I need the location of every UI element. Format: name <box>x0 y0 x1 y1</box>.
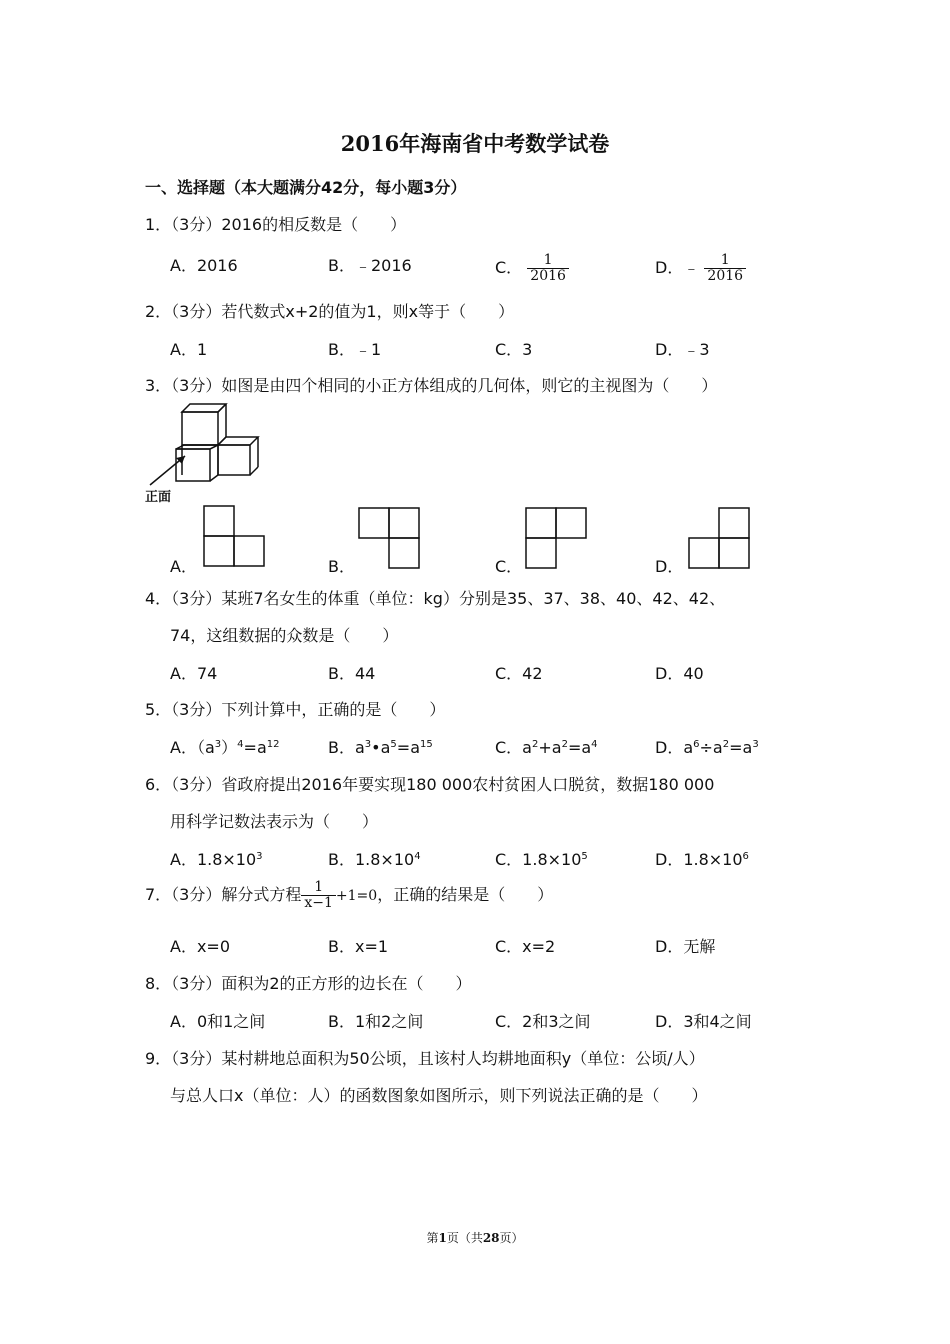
q5-a-exp-outer: 4 <box>237 739 244 750</box>
q7-option-b: B．x=1 <box>328 937 389 956</box>
q8-option-a: A．0和1之间 <box>170 1012 266 1031</box>
q3-option-d: D． <box>655 557 684 576</box>
q5-a-paren: ） <box>221 738 238 757</box>
q4-option-b: B．44 <box>328 664 376 683</box>
q6-d-base: D．1.8×10 <box>655 850 743 869</box>
question-4-line2: 74，这组数据的众数是（ ） <box>170 626 399 645</box>
q5-d-exp2: 2 <box>722 739 730 750</box>
q6-option-d <box>655 847 749 870</box>
q3-option-a-figure <box>203 505 265 567</box>
q7-option-a: A．x=0 <box>170 937 231 956</box>
fraction-numerator: 1 <box>543 252 553 268</box>
fraction-numerator: 1 <box>314 879 324 895</box>
footer-middle: 页（共 <box>446 1231 483 1245</box>
q6-d-exp: 6 <box>742 851 749 862</box>
fraction-denominator: x−1 <box>301 895 336 911</box>
q5-d-base: D．a <box>655 738 694 757</box>
q3-option-a: A． <box>170 557 197 576</box>
q5-c-mid: +a <box>538 738 562 757</box>
q1-option-d-fraction <box>704 253 746 284</box>
q5-b-exp1: 3 <box>364 739 372 750</box>
question-6-line2: 用科学记数法表示为（ ） <box>170 812 379 831</box>
q6-c-base: C．1.8×10 <box>495 850 582 869</box>
q1-option-c <box>495 253 569 284</box>
question-5: 5．（3分）下列计算中，正确的是（ ） <box>145 700 446 719</box>
footer-suffix: 页） <box>499 1231 524 1245</box>
question-6: 6．（3分）省政府提出2016年要实现180 000农村贫困人口脱贫，数据180 000 <box>145 775 715 794</box>
q6-option-b <box>328 847 421 870</box>
q5-d-result: =a <box>729 738 753 757</box>
q3-option-b: B． <box>328 557 355 576</box>
q3-option-c: C． <box>495 557 523 576</box>
q5-a-result-exp: 12 <box>266 739 280 750</box>
q3-option-c-figure <box>525 507 587 569</box>
q6-b-base: B．1.8×10 <box>328 850 415 869</box>
q2-option-c: C．3 <box>495 340 533 359</box>
question-7-suffix: ，正确的结果是（ ） <box>377 885 554 904</box>
footer-page-number: 1 <box>438 1231 447 1245</box>
q5-a-base: A．（a <box>170 738 215 757</box>
footer-total-pages: 28 <box>482 1231 500 1245</box>
q5-option-c <box>495 735 598 758</box>
q3-option-b-figure <box>358 507 420 569</box>
question-8: 8．（3分）面积为2的正方形的边长在（ ） <box>145 974 472 993</box>
q8-option-c: C．2和3之间 <box>495 1012 591 1031</box>
q1-option-c-fraction <box>527 253 569 284</box>
q5-c-exp2: 2 <box>561 739 568 750</box>
q5-b-result: =a <box>396 738 421 757</box>
q2-option-a: A．1 <box>170 340 208 359</box>
q5-d-exp1: 6 <box>693 739 700 750</box>
q5-a-exp-inner: 3 <box>214 739 222 750</box>
q5-b-base: B．a <box>328 738 365 757</box>
q3-option-d-figure <box>688 507 750 569</box>
q7-option-d: D．无解 <box>655 937 716 956</box>
q7-option-c: C．x=2 <box>495 937 556 956</box>
q5-b-exp2: 5 <box>390 739 397 750</box>
page-title: 2016年海南省中考数学试卷 <box>340 131 610 156</box>
q5-option-a <box>170 735 279 758</box>
q4-option-c: C．42 <box>495 664 543 683</box>
q6-a-base: A．1.8×10 <box>170 850 257 869</box>
q5-c-result-exp: 4 <box>591 739 598 750</box>
q1-option-d <box>655 253 746 284</box>
q8-option-b: B．1和2之间 <box>328 1012 424 1031</box>
q6-a-exp: 3 <box>256 851 263 862</box>
q8-option-d: D．3和4之间 <box>655 1012 752 1031</box>
q5-a-result: =a <box>243 738 267 757</box>
question-7 <box>145 880 553 911</box>
question-9-line2: 与总人口x（单位：人）的函数图象如图所示，则下列说法正确的是（ ） <box>170 1086 708 1105</box>
question-9: 9．（3分）某村耕地总面积为50公顷，且该村人均耕地面积y（单位：公顷/人） <box>145 1049 705 1068</box>
q5-b-mid: •a <box>371 738 391 757</box>
q1-option-d-label: D．﹣ <box>655 258 700 277</box>
q6-option-a <box>170 847 263 870</box>
q5-c-exp1: 2 <box>531 739 539 750</box>
q6-b-exp: 4 <box>414 851 421 862</box>
q4-option-d: D．40 <box>655 664 704 683</box>
q6-c-exp: 5 <box>581 851 588 862</box>
q5-option-b <box>328 735 433 758</box>
section-heading: 一、选择题（本大题满分42分，每小题3分） <box>145 178 467 197</box>
q5-c-result: =a <box>567 738 592 757</box>
q5-b-result-exp: 15 <box>420 739 433 750</box>
q5-option-d <box>655 735 759 758</box>
fraction-denominator: 2016 <box>527 268 569 284</box>
q5-c-base: C．a <box>495 738 532 757</box>
q7-equation-fraction <box>301 880 336 911</box>
q2-option-b: B．﹣1 <box>328 340 382 359</box>
question-3: 3．（3分）如图是由四个相同的小正方体组成的几何体，则它的主视图为（ ） <box>145 376 718 395</box>
q5-d-result-exp: 3 <box>752 739 759 750</box>
fraction-denominator: 2016 <box>704 268 746 284</box>
footer-prefix: 第 <box>426 1231 439 1245</box>
fraction-numerator: 1 <box>720 252 730 268</box>
question-1: 1．（3分）2016的相反数是（ ） <box>145 215 407 234</box>
q4-option-a: A．74 <box>170 664 218 683</box>
front-view-label: 正面 <box>145 490 172 505</box>
q7-equation-rest: +1=0 <box>335 888 378 904</box>
q1-option-c-label: C． <box>495 258 523 277</box>
q1-option-a: A．2016 <box>170 256 238 275</box>
question-2: 2．（3分）若代数式x+2的值为1，则x等于（ ） <box>145 302 515 321</box>
q5-d-mid: ÷a <box>699 738 723 757</box>
q2-option-d: D．﹣3 <box>655 340 710 359</box>
page-footer <box>0 1229 950 1246</box>
question-7-prefix: 7．（3分）解分式方程 <box>145 885 302 904</box>
question-4: 4．（3分）某班7名女生的体重（单位：kg）分别是35、37、38、40、42、42、 <box>145 589 726 608</box>
q6-option-c <box>495 847 588 870</box>
q1-option-b: B．﹣2016 <box>328 256 412 275</box>
